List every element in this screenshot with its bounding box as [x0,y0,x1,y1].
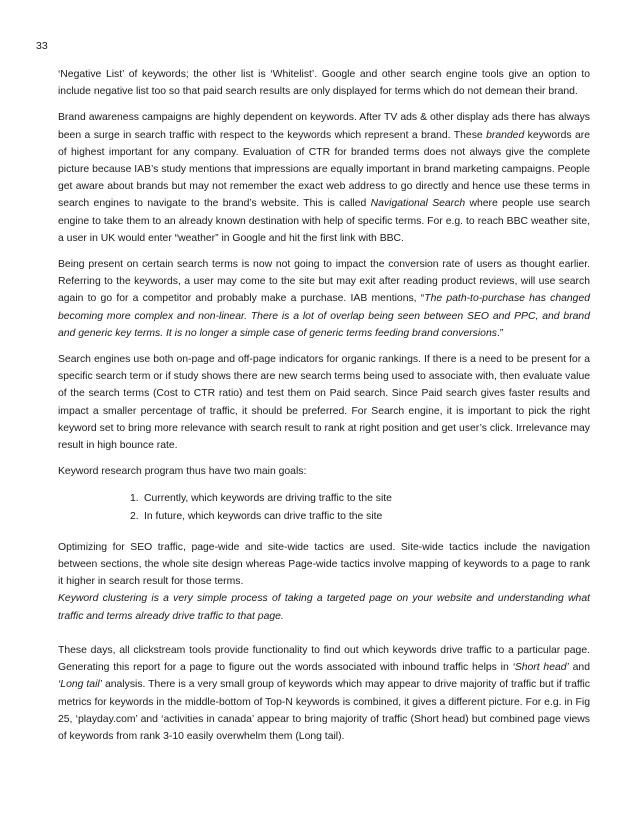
paragraph-keyword-clustering: Keyword clustering is a very simple process of taking a targeted page on your website and understanding what traffic and terms already drive traffic to that page. [58,593,590,622]
list-number: 1. [130,493,139,505]
paragraph-brand-awareness: Brand awareness campaigns are highly dependent on keywords. After TV ads & other display ads there has always been a surge in search traffic with respect to the keywords which represent a brand. These branded keywords are of highest important for any company. Evaluation of CTR for branded terms does not always give the complete picture because IAB’s study mentions that impressions are equally important in brand marketing campaigns. People get aware about brands but may not remember the exact web address to go directly and hence use these terms in search engines to navigate to the brand’s website. This is called Navigational Search where people use search engine to take them to an already known destination with help of specific terms. For e.g. to reach BBC weather site, a user in UK would enter “weather” in Google and hit the first link with BBC. [58,112,590,244]
paragraph-seo-tactics: Optimizing for SEO traffic, page-wide and site-wide tactics are used. Site-wide tactics include the navigation between sections, the whole site design whereas Page-wide tactics involve mapping of keywords to a page to rank it higher in search result for those terms. [58,541,590,588]
emphasis-branded: branded [486,129,525,141]
paragraph-negative-list: ‘Negative List’ of keywords; the other list is ‘Whitelist’. Google and other search engine tools give an option to include negative list too so that paid search results are only displayed for terms which do not demean their brand. [58,69,590,98]
list-item [130,490,590,507]
emphasis-short-head: ‘Short head’ [512,662,569,674]
list-item-text: Currently, which keywords are driving traffic to the site [144,493,392,505]
list-item [130,508,590,525]
paragraph-ranking-indicators: Search engines use both on-page and off-page indicators for organic rankings. If there is a need to be present for a specific search term or if study shows there are new search terms being used to associate with, then evaluate value of the search terms (Cost to CTR ratio) and test them on Paid search. Since Paid search gives faster results and impact a smaller percentage of traffic, it should be preferred. For Search engine, it is important to pick the right keyword set to bring more relevance with search result to rank at right position and get user’s click. Irrelevance may result in high bounce rate. [58,354,590,452]
quote-iab: The path-to-purchase has changed becoming more complex and non-linear. There is a lot of overlap being seen between SEO and PPC, and brand and generic key terms. It is no longer a simple case of generic terms feeding brand conversions [58,293,591,339]
emphasis-long-tail: ‘Long tail’ [58,679,102,691]
list-item-text: In future, which keywords can drive traffic to the site [144,510,383,522]
paragraph-goals-intro: Keyword research program thus have two main goals: [58,466,307,478]
document-body [58,66,590,754]
emphasis-navigational-search: Navigational Search [370,198,466,210]
paragraph-clickstream: These days, all clickstream tools provide functionality to find out which keywords drive traffic to a particular page. Generating this report for a page to figure out the words associated with inbound traffic helps in ‘Short head’ and ‘Long tail’ analysis. There is a very small group of keywords which may appear to drive majority of traffic but if traffic metrics for keywords in the middle-bottom of Top-N keywords is combined, it gives a different picture. For e.g. in Fig 25, ‘playday.com’ and ‘activities in canada’ appear to bring majority of traffic (Short head) but combined page views of keywords from rank 3-10 easily overwhelm them (Long tail). [58,644,591,742]
paragraph-search-presence: Being present on certain search terms is now not going to impact the conversion rate of users as thought earlier. Referring to the keywords, a user may come to the site but may exit after reading product reviews, will use search again to go for a competitor and probably make a purchase. IAB mentions, “The path-to-purchase has changed becoming more complex and non-linear. There is a lot of overlap being seen between SEO and PPC, and brand and generic key terms. It is no longer a simple case of generic terms feeding brand conversions.” [58,259,591,339]
goals-list [58,490,590,524]
page-number: 33 [36,40,48,52]
list-number: 2. [130,510,139,522]
